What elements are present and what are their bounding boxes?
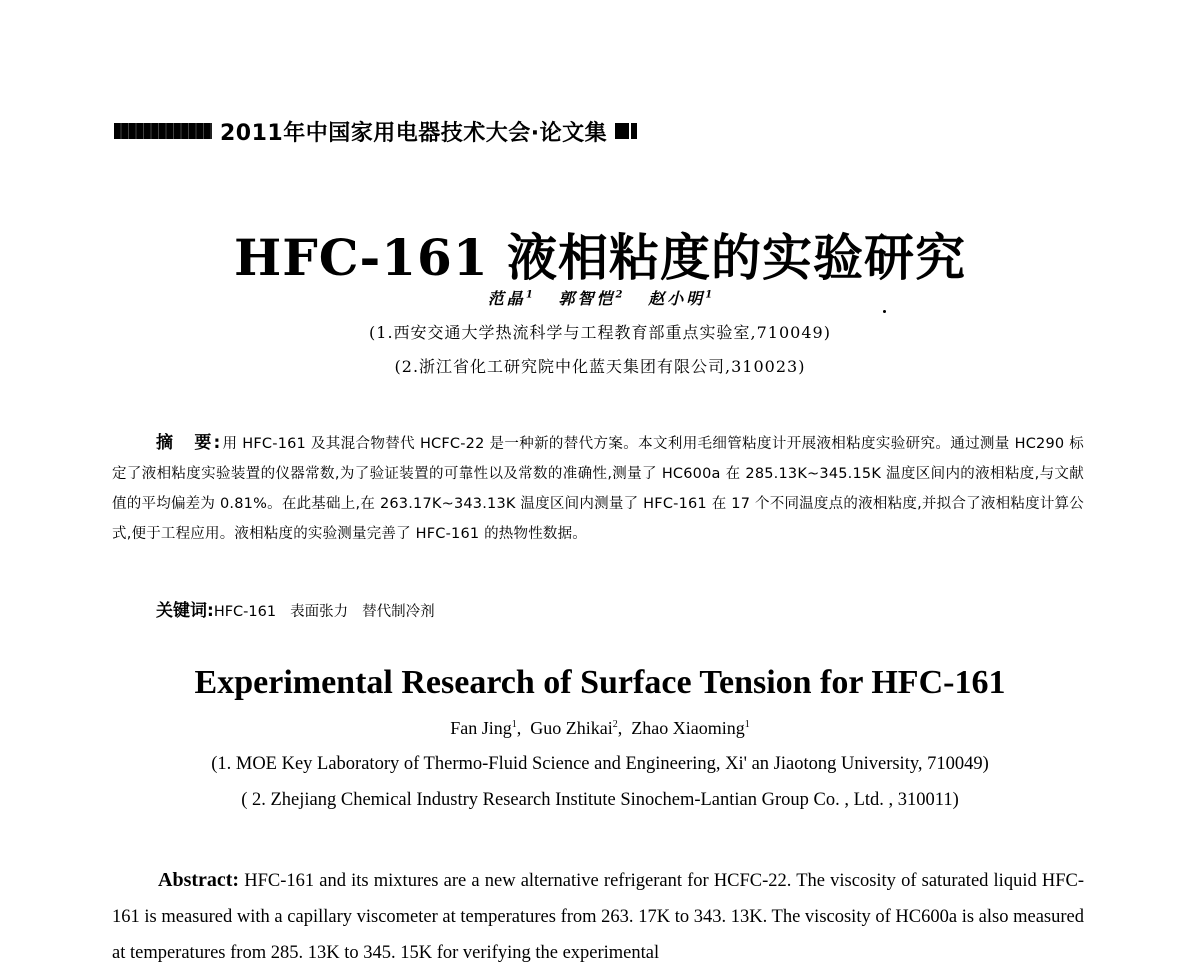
cn-abstract-text: 用 HFC-161 及其混合物替代 HCFC-22 是一种新的替代方案。本文利用毛细管粘度计开展液相粘度实验研究。通过测量 HC290 标定了液相粘度实验装置的仪器常数,为了验证装置的可靠性以及常数的准确性,测量了 HC600a 在 285.13K~345.15K 温度区间内的液相粘度,与文献值的平均偏差为 0.81%。在此基础上,在 263.17K~343.13K 温度区间内测量了 HFC-161 在 17 个不同温度点的液相粘度,并拟合了液相粘度计算公式,便于工程应用。液相粘度的实验测量完善了 HFC-161 的热物性数据。 <box>112 436 1084 542</box>
cn-author: 赵小明 <box>648 289 706 308</box>
cn-keywords-label: 关键词: <box>156 601 214 621</box>
cn-keywords <box>156 596 449 621</box>
en-author-list: Fan Jing$^1$, Guo Zhikai$^2$, Zhao Xiaoming$^1$ <box>450 718 750 738</box>
cn-author-affil-mark: 1 <box>705 289 713 301</box>
en-affiliation: ( 2. Zhejiang Chemical Industry Research Institute Sinochem-Lantian Group Co. , Ltd. , 310011) <box>241 790 959 810</box>
cn-author-affil-mark: 1 <box>525 289 533 301</box>
en-author: Fan Jing <box>450 718 512 738</box>
cn-paper-title: HFC-161 液相粘度的实验研究 <box>233 228 967 287</box>
en-author-affil-mark: 1 <box>511 719 517 730</box>
header-decoration-mark <box>615 123 639 139</box>
en-abstract-label: Abstract: <box>158 869 240 891</box>
en-abstract <box>112 862 1084 971</box>
cn-author: 范晶 <box>487 289 526 308</box>
running-header-title: 2011年中国家用电器技术大会·论文集 <box>220 120 608 146</box>
cn-author: 郭智恺 <box>558 289 616 308</box>
en-author-affil-mark: 1 <box>744 719 750 730</box>
cn-affiliation: (2.浙江省化工研究院中化蓝天集团有限公司,310023) <box>394 357 806 376</box>
stray-dot <box>883 310 886 313</box>
en-author: Guo Zhikai <box>530 718 613 738</box>
en-abstract-text: HFC-161 and its mixtures are a new alternative refrigerant for HCFC-22. The viscosity of saturated liquid HFC-161 is measured with a capillary viscometer at temperatures from 263. 17K to 343. 13K. The viscosity of HC600a is also measured at temperatures from 285. 13K to 345. 15K for verifying the experimental <box>112 871 1085 963</box>
cn-affiliation: (1.西安交通大学热流科学与工程教育部重点实验室,710049) <box>369 323 831 342</box>
en-author-affil-mark: 2 <box>612 719 618 730</box>
running-header <box>114 116 639 146</box>
cn-keyword: HFC-161 <box>213 604 277 620</box>
cn-author-list <box>0 286 1200 309</box>
en-paper-title: Experimental Research of Surface Tension for HFC-161 <box>194 664 1006 701</box>
cn-keyword: 替代制冷剂 <box>362 604 435 620</box>
cn-abstract <box>112 428 1084 549</box>
cn-keyword: 表面张力 <box>290 604 349 620</box>
header-decoration-bar <box>114 123 212 139</box>
cn-abstract-label: 摘 要: <box>156 433 223 453</box>
cn-author-affil-mark: 2 <box>615 289 623 301</box>
en-author: Zhao Xiaoming <box>631 718 745 738</box>
en-affiliation: (1. MOE Key Laboratory of Thermo-Fluid Science and Engineering, Xi' an Jiaotong University, 710049) <box>211 754 989 774</box>
